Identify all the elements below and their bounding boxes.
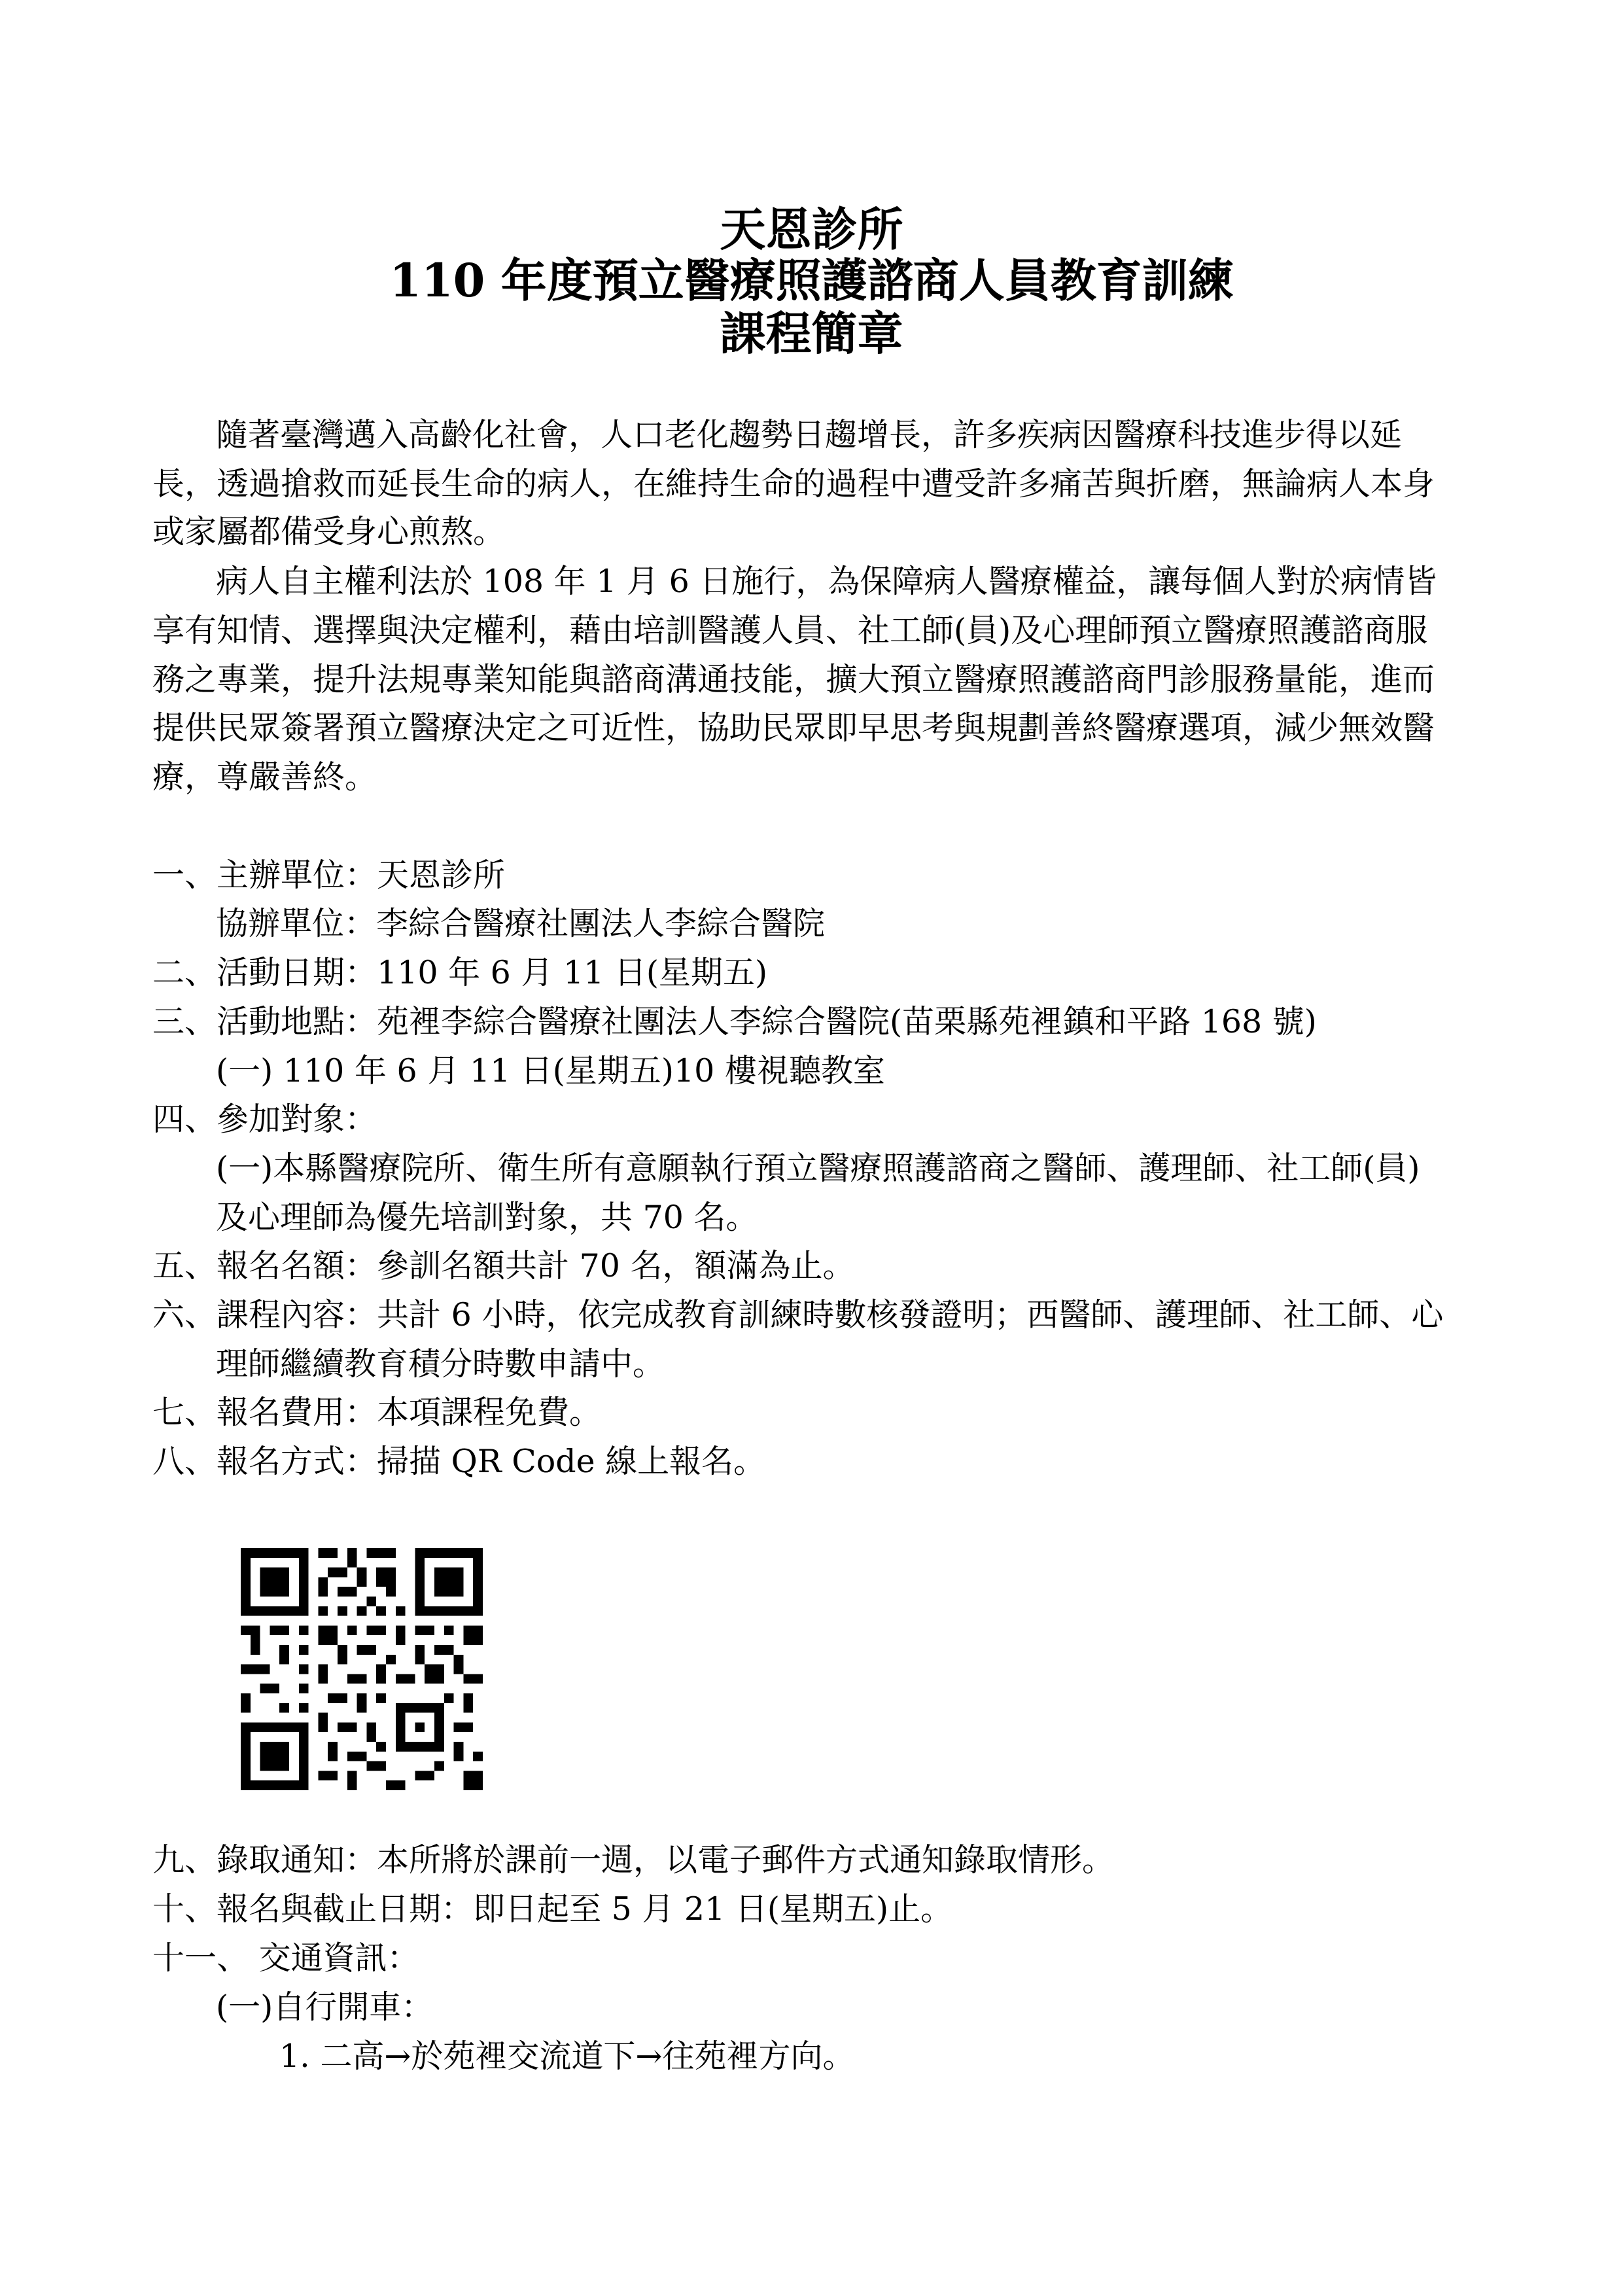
registration-qr-code[interactable] <box>241 1548 483 1790</box>
traffic-item: 十一、 交通資訊： <box>152 1939 419 1977</box>
content-line2: 理師繼續教育積分時數申請中。 <box>216 1345 665 1383</box>
venue-item: 三、活動地點：苑裡李綜合醫療社團法人李綜合醫院(苗栗縣苑裡鎮和平路 168 號) <box>152 1003 1317 1040</box>
audience-item: 四、參加對象： <box>152 1101 377 1138</box>
traffic-sub-item: (一)自行開車： <box>216 1988 434 2026</box>
intro-p1-line2: 長，透過搶救而延長生命的病人，在維持生命的過程中遭受許多痛苦與折磨，無論病人本身 <box>152 465 1435 503</box>
intro-p2-line1: 病人自主權利法於 108 年 1 月 6 日施行，為保障病人醫療權益，讓每個人對於病情皆 <box>216 563 1437 600</box>
fee-item: 七、報名費用：本項課程免費。 <box>152 1394 602 1431</box>
content-line1: 六、課程內容：共計 6 小時，依完成教育訓練時數核發證明；西醫師、護理師、社工師、心 <box>152 1296 1444 1333</box>
brochure-subtitle: 課程簡章 <box>720 306 903 361</box>
course-title: 110 年度預立醫療照護諮商人員教育訓練 <box>389 253 1234 308</box>
deadline-item: 十、報名與截止日期：即日起至 5 月 21 日(星期五)止。 <box>152 1890 953 1928</box>
intro-p2-line3: 務之專業，提升法規專業知能與諮商溝通技能，擴大預立醫療照護諮商門診服務量能，進而 <box>152 661 1435 698</box>
date-item: 二、活動日期：110 年 6 月 11 日(星期五) <box>152 954 768 991</box>
intro-p1-line1: 隨著臺灣邁入高齡化社會，人口老化趨勢日趨增長，許多疾病因醫療科技進步得以延 <box>216 416 1403 453</box>
organizer-item: 一、主辦單位：天恩診所 <box>152 857 506 894</box>
co-organizer-item: 協辦單位：李綜合醫療社團法人李綜合醫院 <box>216 905 826 942</box>
intro-p2-line4: 提供民眾簽署預立醫療決定之可近性，協助民眾即早思考與規劃善終醫療選項，減少無效醫 <box>152 709 1435 747</box>
clinic-title: 天恩診所 <box>720 202 903 256</box>
intro-p2-line5: 療，尊嚴善終。 <box>152 758 377 796</box>
intro-p1-line3: 或家屬都備受身心煎熬。 <box>152 513 506 550</box>
audience-line1: (一)本縣醫療院所、衛生所有意願執行預立醫療照護諮商之醫師、護理師、社工師(員) <box>216 1150 1420 1187</box>
notice-item: 九、錄取通知：本所將於課前一週，以電子郵件方式通知錄取情形。 <box>152 1841 1115 1879</box>
audience-line2: 及心理師為優先培訓對象，共 70 名。 <box>216 1199 758 1236</box>
quota-item: 五、報名名額：參訓名額共計 70 名，額滿為止。 <box>152 1247 855 1284</box>
traffic-step-item: 1. 二高→於苑裡交流道下→往苑裡方向。 <box>279 2038 855 2075</box>
venue-sub-item: (一) 110 年 6 月 11 日(星期五)10 樓視聽教室 <box>216 1052 885 1089</box>
intro-p2-line2: 享有知情、選擇與決定權利，藉由培訓醫護人員、社工師(員)及心理師預立醫療照護諮商服 <box>152 612 1428 649</box>
method-item: 八、報名方式：掃描 QR Code 線上報名。 <box>152 1443 766 1480</box>
